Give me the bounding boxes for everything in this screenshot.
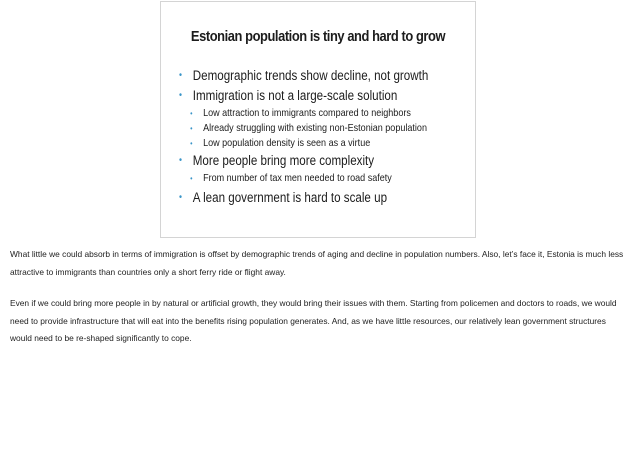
sub-bullet-text: From number of tax men needed to road safety [203, 172, 392, 184]
speaker-notes [10, 246, 630, 362]
bullet-icon: • [190, 139, 193, 148]
bullet-icon: • [190, 109, 193, 118]
bullet-item [179, 66, 437, 86]
bullet-text: Demographic trends show decline, not growth [192, 68, 429, 83]
sub-bullet-item [179, 136, 437, 151]
notes-paragraph: Even if we could bring more people in by natural or artificial growth, they would bring their issues with them. Starting from policemen and doctors to roads, we would need to provide infrastructure that will eat into the benefits rising population generates. And, as we have little resources, our relatively lean government structures would need to be re-shaped significantly to cope. [10, 298, 617, 343]
bullet-text: Immigration is not a large-scale solution [192, 88, 398, 103]
bullet-item [179, 188, 437, 208]
sub-bullet-text: Low population density is seen as a virtue [203, 137, 371, 149]
bullet-list [179, 66, 479, 208]
bullet-icon: • [179, 70, 183, 81]
sub-bullet-item [179, 121, 437, 136]
sub-bullet-text: Low attraction to immigrants compared to neighbors [203, 107, 411, 119]
bullet-text: A lean government is hard to scale up [192, 190, 388, 205]
notes-paragraph: What little we could absorb in terms of immigration is offset by demographic trends of aging and decline in population numbers. Also, let’s face it, Estonia is much less attractive to immigrants than countries only a short ferry ride or flight away. [10, 249, 624, 277]
bullet-text: More people bring more complexity [192, 153, 375, 168]
sub-bullet-text: Already struggling with existing non-Estonian population [203, 122, 427, 134]
slide-title: Estonian population is tiny and hard to grow [190, 28, 446, 45]
bullet-icon: • [179, 155, 183, 166]
bullet-item [179, 86, 437, 106]
bullet-icon: • [190, 124, 193, 133]
slide [160, 1, 476, 238]
bullet-icon: • [179, 90, 183, 101]
sub-bullet-item [179, 171, 437, 186]
bullet-item [179, 151, 437, 171]
bullet-icon: • [179, 192, 183, 203]
bullet-icon: • [190, 174, 193, 183]
sub-bullet-item [179, 106, 437, 121]
